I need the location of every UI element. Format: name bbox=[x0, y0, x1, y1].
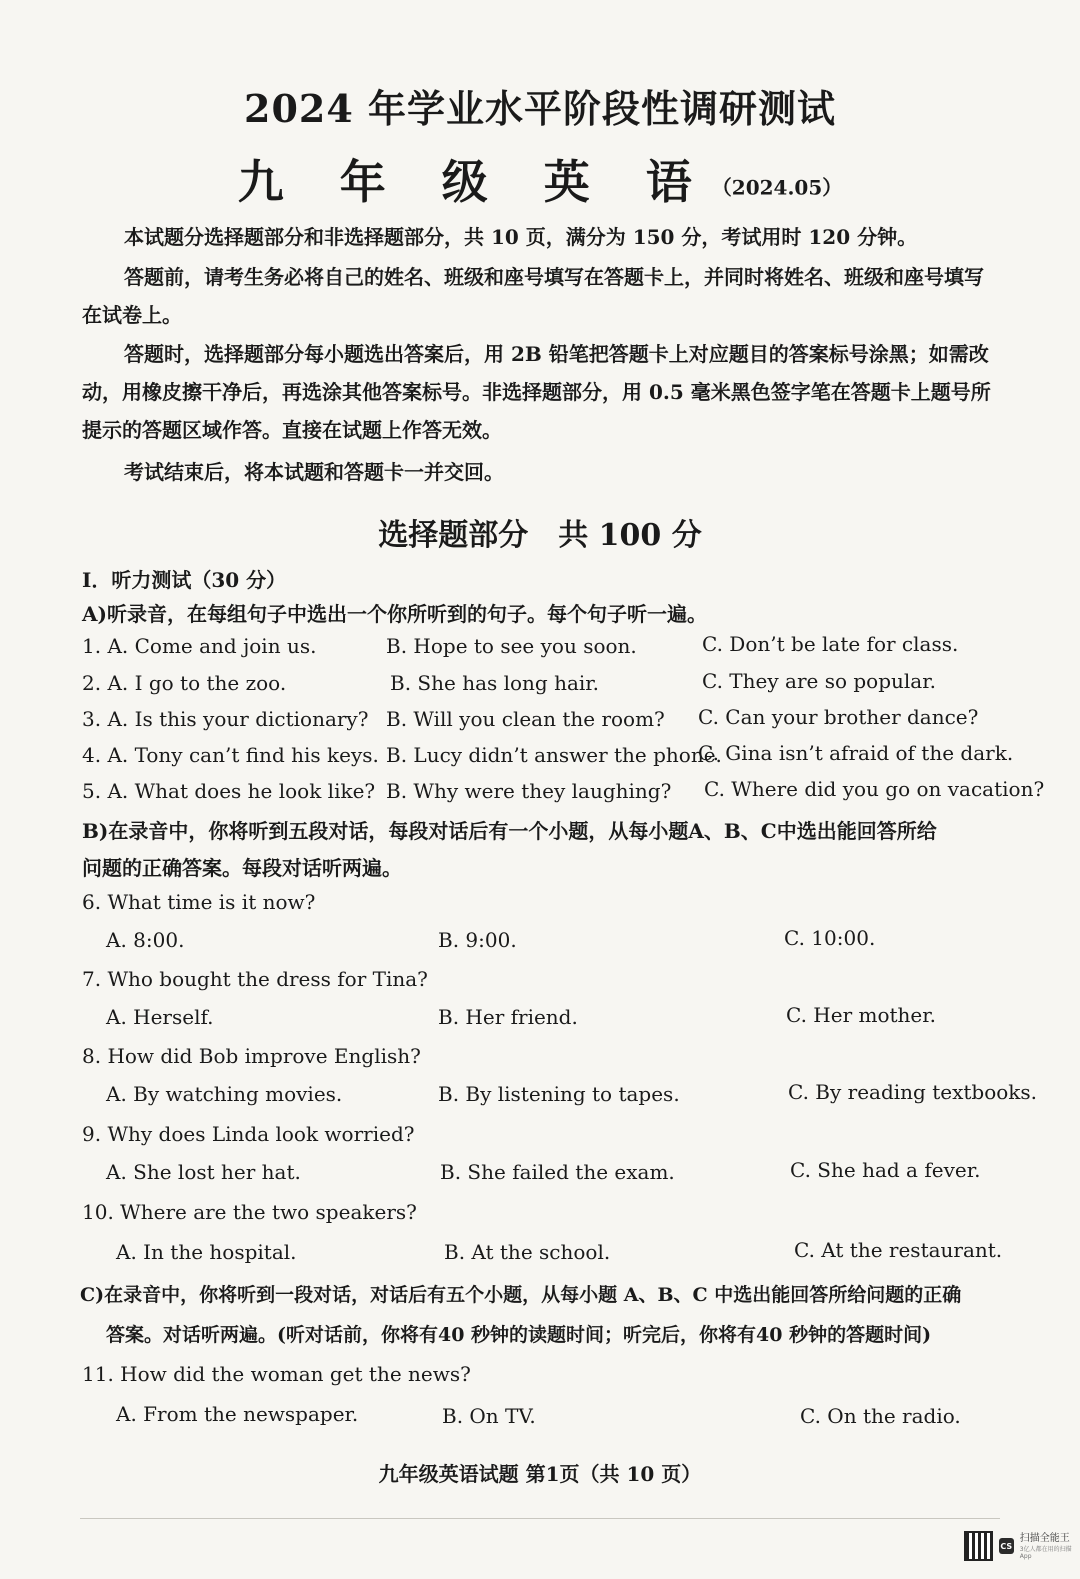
exam-title: 2024 年学业水平阶段性调研测试 bbox=[244, 86, 836, 131]
section-title: 选择题部分 共 100 分 bbox=[378, 518, 702, 553]
question-stem: 11. How did the woman get the news? bbox=[82, 1362, 471, 1386]
question-option: C. Can your brother dance? bbox=[698, 705, 979, 729]
partC-instruction-line1: C)在录音中，你将听到一段对话，对话后有五个小题，从每小题 A、B、C 中选出能回答所给问题的正确 bbox=[80, 1284, 962, 1306]
partC-instruction-line2: 答案。对话听两遍。(听对话前，你将有40 秒钟的读题时间；听完后，你将有40 秒钟的答题时间) bbox=[106, 1324, 932, 1346]
question-stem: 9. Why does Linda look worried? bbox=[82, 1122, 415, 1146]
question-stem: 6. What time is it now? bbox=[82, 890, 316, 914]
question-option: 2. A. I go to the zoo. bbox=[82, 671, 287, 695]
question-option: C. They are so popular. bbox=[702, 669, 936, 693]
question-option: C. At the restaurant. bbox=[794, 1238, 1003, 1262]
subject-name: 九 年 级 英 语 bbox=[237, 155, 712, 209]
scanner-tagline: 3亿人都在用的扫描App bbox=[1019, 1545, 1072, 1560]
scanner-app-name: 扫描全能王 bbox=[1019, 1532, 1070, 1544]
partA-instruction: A)听录音，在每组句子中选出一个你所听到的句子。每个句子听一遍。 bbox=[82, 602, 707, 626]
scanner-watermark bbox=[964, 1531, 1080, 1561]
question-option: B. 9:00. bbox=[438, 928, 517, 952]
question-stem: 8. How did Bob improve English? bbox=[82, 1044, 421, 1068]
partB-instruction-line1: B)在录音中，你将听到五段对话，每段对话后有一个小题，从每小题A、B、C中选出能回答所给 bbox=[82, 819, 937, 843]
question-option: C. Don’t be late for class. bbox=[702, 632, 959, 656]
part1-title: I．听力测试（30 分） bbox=[82, 568, 287, 592]
question-stem: 7. Who bought the dress for Tina? bbox=[82, 967, 428, 991]
question-option: A. From the newspaper. bbox=[116, 1402, 359, 1426]
question-option: A. She lost her hat. bbox=[106, 1160, 301, 1184]
question-option: 5. A. What does he look like? bbox=[82, 779, 376, 803]
question-option: A. By watching movies. bbox=[106, 1082, 343, 1106]
divider bbox=[80, 1518, 1000, 1519]
subject-title bbox=[0, 146, 1080, 212]
question-option: B. Hope to see you soon. bbox=[386, 634, 637, 658]
question-option: A. 8:00. bbox=[106, 928, 185, 952]
question-option: 1. A. Come and join us. bbox=[82, 634, 317, 658]
question-stem: 10. Where are the two speakers? bbox=[82, 1200, 417, 1224]
question-option: B. She failed the exam. bbox=[440, 1160, 675, 1184]
question-option: 3. A. Is this your dictionary? bbox=[82, 707, 369, 731]
question-option: B. She has long hair. bbox=[390, 671, 600, 695]
question-option: C. Her mother. bbox=[786, 1003, 936, 1027]
scanner-text bbox=[1020, 1533, 1080, 1560]
exam-date: （2024.05） bbox=[711, 175, 843, 200]
page-footer: 九年级英语试题 第1页（共 10 页） bbox=[378, 1462, 702, 1486]
qr-code-icon bbox=[964, 1531, 993, 1561]
instruction-2: 答题前，请考生务必将自己的姓名、班级和座号填写在答题卡上，并同时将姓名、班级和座号填写在试卷上。 bbox=[82, 265, 984, 327]
camscanner-logo-icon: CS bbox=[999, 1538, 1014, 1554]
instruction-1: 本试题分选择题部分和非选择题部分，共 10 页，满分为 150 分，考试用时 120 分钟。 bbox=[124, 225, 918, 249]
instruction-4: 考试结束后，将本试题和答题卡一并交回。 bbox=[124, 460, 504, 484]
question-option: C. By reading textbooks. bbox=[788, 1080, 1038, 1104]
question-option: C. She had a fever. bbox=[790, 1158, 981, 1182]
instruction-3: 答题时，选择题部分每小题选出答案后，用 2B 铅笔把答题卡上对应题目的答案标号涂黑；如需改动，用橡皮擦干净后，再选涂其他答案标号。非选择题部分，用 0.5 毫米黑色签字笔在答题卡上题号所提示的答题区域作答。直接在试题上作答无效。 bbox=[82, 342, 991, 442]
question-option: C. 10:00. bbox=[784, 926, 876, 950]
question-option: 4. A. Tony can’t find his keys. bbox=[82, 743, 379, 767]
question-option: B. By listening to tapes. bbox=[438, 1082, 680, 1106]
question-option: A. In the hospital. bbox=[116, 1240, 297, 1264]
question-option: C. Where did you go on vacation? bbox=[704, 777, 1045, 801]
question-option: B. On TV. bbox=[442, 1404, 536, 1428]
question-option: B. Why were they laughing? bbox=[386, 779, 672, 803]
partB-instruction-line2: 问题的正确答案。每段对话听两遍。 bbox=[82, 856, 402, 880]
question-option: B. Her friend. bbox=[438, 1005, 578, 1029]
question-option: B. At the school. bbox=[444, 1240, 611, 1264]
question-option: B. Will you clean the room? bbox=[386, 707, 665, 731]
question-option: C. On the radio. bbox=[800, 1404, 961, 1428]
question-option: A. Herself. bbox=[106, 1005, 214, 1029]
question-option: B. Lucy didn’t answer the phone. bbox=[386, 743, 722, 767]
question-option: C. Gina isn’t afraid of the dark. bbox=[698, 741, 1014, 765]
